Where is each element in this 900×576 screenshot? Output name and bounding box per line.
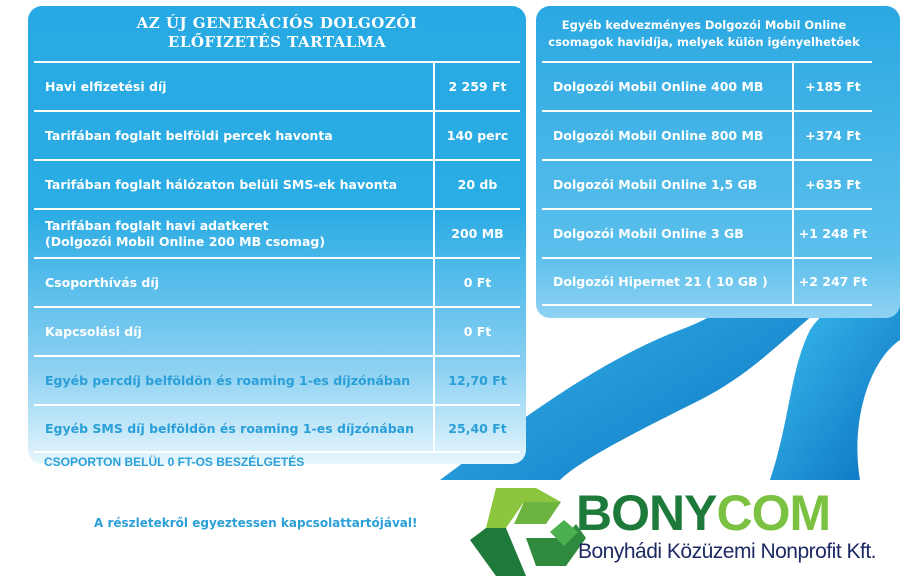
row-value: 12,70 Ft — [433, 357, 520, 404]
row-value: 2 259 Ft — [433, 63, 520, 110]
row-label: Csoporthívás díj — [45, 274, 159, 290]
table-row — [542, 159, 872, 208]
table-row — [34, 404, 520, 453]
row-value: 0 Ft — [433, 308, 520, 355]
table-row — [34, 306, 520, 355]
row-label — [34, 210, 433, 257]
row-value: +1 248 Ft — [792, 210, 872, 257]
contact-note: A részletekről egyeztessen kapcsolattartójával! — [94, 516, 418, 530]
table-row — [34, 110, 520, 159]
row-value: +2 247 Ft — [792, 259, 872, 304]
row-label: Tarifában foglalt hálózaton belüli SMS-ek havonta — [45, 176, 398, 192]
row-label: Dolgozói Mobil Online 3 GB — [553, 225, 744, 241]
title-line: ELŐFIZETÉS TARTALMA — [167, 33, 387, 51]
row-label: Dolgozói Hipernet 21 ( 10 GB ) — [553, 273, 768, 289]
table-row — [542, 61, 872, 110]
table-row — [34, 61, 520, 110]
brand-name-part: BONY — [576, 485, 717, 541]
row-label: Dolgozói Mobil Online 400 MB — [553, 78, 764, 94]
title-line: csomagok havidíja, melyek külön igényelhetőek — [548, 35, 860, 49]
table-row — [34, 355, 520, 404]
row-value: 200 MB — [433, 210, 520, 257]
table-row — [34, 159, 520, 208]
row-label: Dolgozói Mobil Online 800 MB — [553, 127, 764, 143]
table-row — [34, 257, 520, 306]
group-call-note: CSOPORTON BELÜL 0 FT-OS BESZÉLGETÉS — [44, 455, 305, 469]
row-value: 20 db — [433, 161, 520, 208]
title-line: AZ ÚJ GENERÁCIÓS DOLGOZÓI — [136, 14, 418, 32]
row-value: +185 Ft — [792, 63, 872, 110]
row-label-line: Tarifában foglalt havi adatkeret — [45, 217, 269, 233]
row-value: 25,40 Ft — [433, 406, 520, 451]
table-title — [28, 6, 526, 61]
brand-name-part: COM — [716, 485, 831, 541]
row-value: 140 perc — [433, 112, 520, 159]
title-line: Egyéb kedvezményes Dolgozói Mobil Online — [561, 18, 847, 32]
row-value: +374 Ft — [792, 112, 872, 159]
table-row — [34, 208, 520, 257]
table-row — [542, 208, 872, 257]
row-value: +635 Ft — [792, 161, 872, 208]
table-row — [542, 257, 872, 306]
brand-name — [576, 485, 831, 541]
row-label: Egyéb percdíj belföldön és roaming 1-es díjzónában — [45, 372, 411, 388]
row-label: Kapcsolási díj — [45, 323, 142, 339]
row-label: Havi elfizetési díj — [45, 78, 167, 94]
row-label: Tarifában foglalt belföldi percek havonta — [45, 127, 333, 143]
table-row — [542, 110, 872, 159]
row-label: Dolgozói Mobil Online 1,5 GB — [553, 176, 758, 192]
subscription-content-table — [28, 6, 526, 464]
brand-subtitle: Bonyhádi Közüzemi Nonprofit Kft. — [578, 540, 876, 563]
mobile-online-packages-table — [536, 6, 900, 318]
row-value: 0 Ft — [433, 259, 520, 306]
row-label: Egyéb SMS díj belföldön és roaming 1-es díjzónában — [45, 420, 415, 436]
row-label-line: (Dolgozói Mobil Online 200 MB csomag) — [45, 233, 326, 249]
table-title — [536, 6, 900, 61]
